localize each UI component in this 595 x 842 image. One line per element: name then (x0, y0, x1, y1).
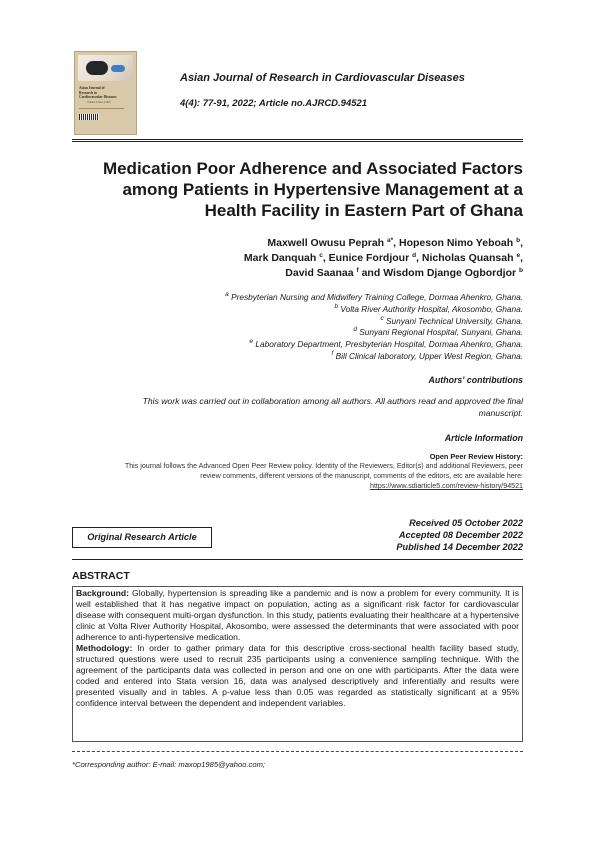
author-list (103, 236, 523, 281)
cover-title-line: Research in (79, 90, 98, 95)
header-rule (72, 139, 523, 140)
author-separator: , (416, 252, 422, 264)
peer-review-text (63, 461, 523, 491)
methodology-text: In order to gather primary data for this descriptive cross-sectional health facility based study, structured questions were used to recruit 235 participants using a convenience sampling technique. With the agreement of the participants data was collected in person and one on one with participants. After the data were coded and entered into Stata version 16, data was analysed descriptively and inferentially and results were presented visually and in tables. A p-value less than 0.05 was regarded as statistically significant at a 95% confidence interval between the dependent and independent variables. (76, 643, 519, 708)
abstract-box (72, 586, 523, 742)
affiliation-marker: c (380, 314, 384, 322)
pill-graphic (111, 65, 125, 72)
affiliation-item (83, 292, 523, 304)
paper-title-line: Medication Poor Adherence and Associated Factors (102, 159, 523, 178)
author-line (103, 266, 523, 281)
peer-review-heading: Open Peer Review History: (429, 452, 523, 461)
author-name: Hopeson Nimo Yeboah (399, 237, 514, 249)
paper-title (53, 158, 523, 221)
affiliation-marker: b (334, 302, 339, 310)
author-separator: and (358, 267, 384, 279)
author-line (103, 251, 523, 266)
abstract-heading: ABSTRACT (72, 570, 130, 582)
affiliation-item (83, 351, 523, 363)
affiliation-text: Laboratory Department, Presbyterian Hospital, Dormaa Ahenkro, Ghana. (255, 339, 523, 350)
affiliation-marker: a (225, 291, 229, 298)
background-text: Globally, hypertension is spreading like a pandemic and is now a problem for every community. It is well established that it has negative impact on population, acting as a significant risk factor for cardiovascular disease with consequent multi-organ dysfunction. In this study, patients evaluating their healthcare at a hypertensive clinic at Volta River Authority Hospital, Akosombo, were assessed the determinants that were associated with poor adherence to anti-hypertensive medication. (76, 588, 519, 642)
affiliation-item (83, 339, 523, 351)
peer-review-line: This journal follows the Advanced Open Peer Review policy. Identity of the Reviewers, Editor(s) and additional Reviewers, peer (124, 462, 523, 470)
accepted-date: Accepted 08 December 2022 (398, 530, 523, 540)
author-affiliation-marker: a* (387, 237, 394, 244)
author-name: Maxwell Owusu Peprah (267, 237, 385, 249)
contributions-text (73, 396, 523, 419)
footnote-divider (72, 751, 523, 752)
background-label: Background: (76, 588, 129, 598)
affiliation-text: Presbyterian Nursing and Midwifery Training College, Dormaa Ahenkro, Ghana. (231, 292, 523, 302)
author-separator: , (322, 252, 329, 264)
author-name: David Saanaa (285, 267, 354, 279)
abstract-background (76, 588, 519, 643)
paper-title-line: among Patients in Hypertensive Management at a (122, 180, 523, 199)
affiliation-marker: e (249, 338, 254, 346)
corresponding-author-note: *Corresponding author: E-mail: maxop1985@yahoo.com; (72, 760, 266, 769)
published-date: Published 14 December 2022 (396, 542, 523, 552)
author-affiliation-marker: c (319, 252, 323, 259)
author-affiliation-marker: f (356, 267, 359, 274)
peer-review-line: review comments, different versions of the manuscript, comments of the editors, etc are available here: (200, 472, 523, 480)
journal-cover-thumbnail (74, 51, 137, 135)
author-name: Nicholas Quansah (421, 252, 514, 264)
affiliation-item (83, 327, 523, 339)
paper-title-line: Health Facility in Eastern Part of Ghana (204, 201, 523, 220)
cover-volume: Volume 4 Issue 4 2022 (87, 101, 111, 104)
author-affiliation-marker: b (519, 267, 523, 274)
affiliation-text: Volta River Authority Hospital, Akosombo, Ghana. (340, 303, 523, 314)
affiliation-text: Bill Clinical laboratory, Upper West Region, Ghana. (335, 350, 523, 361)
cover-title-line: Cardiovascular Diseases (79, 95, 117, 99)
author-name: Mark Danquah (243, 252, 317, 264)
contributions-line: manuscript. (478, 407, 523, 418)
author-separator: , (393, 237, 399, 249)
cover-photo (78, 55, 133, 81)
cover-divider (79, 108, 124, 109)
author-affiliation-marker: e (516, 252, 521, 259)
author-line (103, 236, 523, 251)
cover-barcode (79, 114, 99, 120)
affiliation-text: Sunyani Regional Hospital, Sunyani, Ghana. (359, 327, 523, 338)
affiliation-text: Sunyani Technical University, Ghana. (386, 315, 523, 326)
abstract-methodology (76, 643, 519, 709)
author-name: Eunice Fordjour (328, 252, 410, 264)
article-information-heading: Article Information (444, 433, 523, 443)
affiliation-list (83, 292, 523, 363)
peer-review-link[interactable]: https://www.sdiarticle5.com/review-history/94521 (370, 482, 523, 490)
journal-title: Asian Journal of Research in Cardiovascular Diseases (180, 72, 465, 84)
affiliation-item (83, 316, 523, 328)
methodology-label: Methodology: (76, 643, 133, 653)
received-date: Received 05 October 2022 (409, 518, 523, 528)
author-name: Wisdom Djange Ogbordjor (383, 267, 517, 279)
section-rule (72, 559, 523, 560)
affiliation-marker: d (353, 326, 357, 334)
author-separator: , (520, 237, 523, 249)
contributions-line: This work was carried out in collaboration among all authors. All authors read and approved the final (142, 396, 523, 406)
article-type-badge: Original Research Article (72, 527, 212, 548)
contributions-heading: Authors' contributions (428, 375, 523, 385)
author-separator: , (520, 252, 523, 264)
issue-info: 4(4): 77-91, 2022; Article no.AJRCD.94521 (180, 98, 368, 109)
author-affiliation-marker: b (516, 237, 521, 244)
header-rule (72, 141, 523, 142)
cover-title-line: Asian Journal of (79, 86, 105, 90)
author-affiliation-marker: d (412, 252, 417, 259)
publication-dates (396, 517, 523, 553)
blood-pressure-cuff-graphic (86, 61, 108, 75)
affiliation-item (83, 304, 523, 316)
affiliation-marker: f (331, 349, 334, 357)
